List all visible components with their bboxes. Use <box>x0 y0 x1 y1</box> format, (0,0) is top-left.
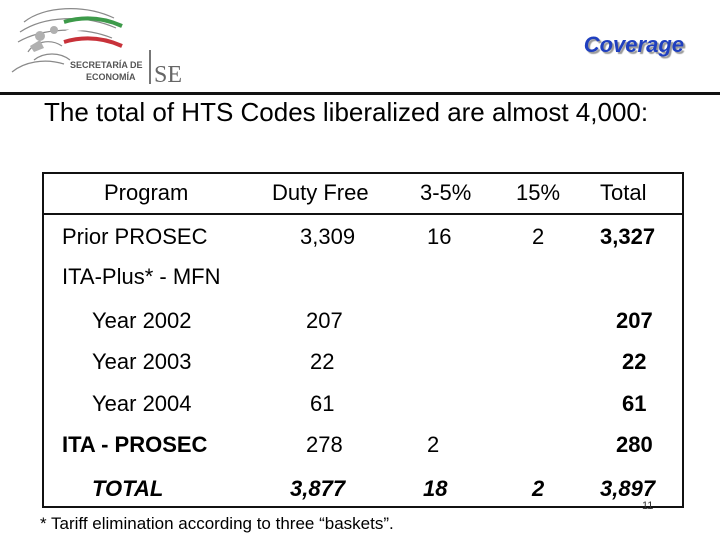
header-divider <box>0 92 720 95</box>
row-prior-15: 2 <box>532 224 545 249</box>
row-ita-prosec-3-5: 2 <box>427 432 440 457</box>
row-2004-label: Year 2004 <box>92 391 192 416</box>
page-number: 11 <box>642 500 654 512</box>
row-prior-total: 3,327 <box>600 224 656 249</box>
row-prior-3-5: 16 <box>427 224 452 249</box>
secretaria-economia-logo <box>4 2 183 88</box>
row-total-label: TOTAL <box>92 476 164 501</box>
eagle-emblem-icon <box>4 2 183 88</box>
row-total-total: 3,897 <box>600 476 656 501</box>
ita-plus-label: ITA-Plus* - MFN <box>62 264 221 289</box>
header-15: 15% <box>516 180 561 205</box>
row-2004-total: 61 <box>622 391 647 416</box>
row-2002-total: 207 <box>616 308 653 333</box>
row-prior-prosec-label: Prior PROSEC <box>62 224 208 249</box>
row-2002-label: Year 2002 <box>92 308 192 333</box>
logo-line1-text: SECRETARÍA DE <box>70 60 143 70</box>
footnote: * Tariff elimination according to three “baskets”. <box>40 514 394 533</box>
intro-text: The total of HTS Codes liberalized are almost 4,000: <box>44 97 649 127</box>
row-2004-duty-free: 61 <box>310 391 335 416</box>
row-2003-duty-free: 22 <box>310 349 335 374</box>
logo-line2-text: ECONOMÍA <box>86 72 136 82</box>
header-3-5: 3-5% <box>420 180 472 205</box>
row-total-duty-free: 3,877 <box>290 476 346 501</box>
row-2003-total: 22 <box>622 349 647 374</box>
row-total-15: 2 <box>532 476 545 501</box>
slide-title: Coverage <box>583 32 684 57</box>
logo-se-mark: SE <box>154 62 183 88</box>
row-total-3-5: 18 <box>423 476 448 501</box>
row-ita-prosec-duty-free: 278 <box>306 432 343 457</box>
table-header-divider <box>42 213 684 215</box>
row-2002-duty-free: 207 <box>306 308 343 333</box>
row-ita-prosec-total: 280 <box>616 432 653 457</box>
header-program: Program <box>104 180 189 205</box>
row-2003-label: Year 2003 <box>92 349 192 374</box>
row-ita-prosec-label: ITA - PROSEC <box>62 432 208 457</box>
header-duty-free: Duty Free <box>272 180 369 205</box>
header-total: Total <box>600 180 647 205</box>
row-prior-duty-free: 3,309 <box>300 224 356 249</box>
